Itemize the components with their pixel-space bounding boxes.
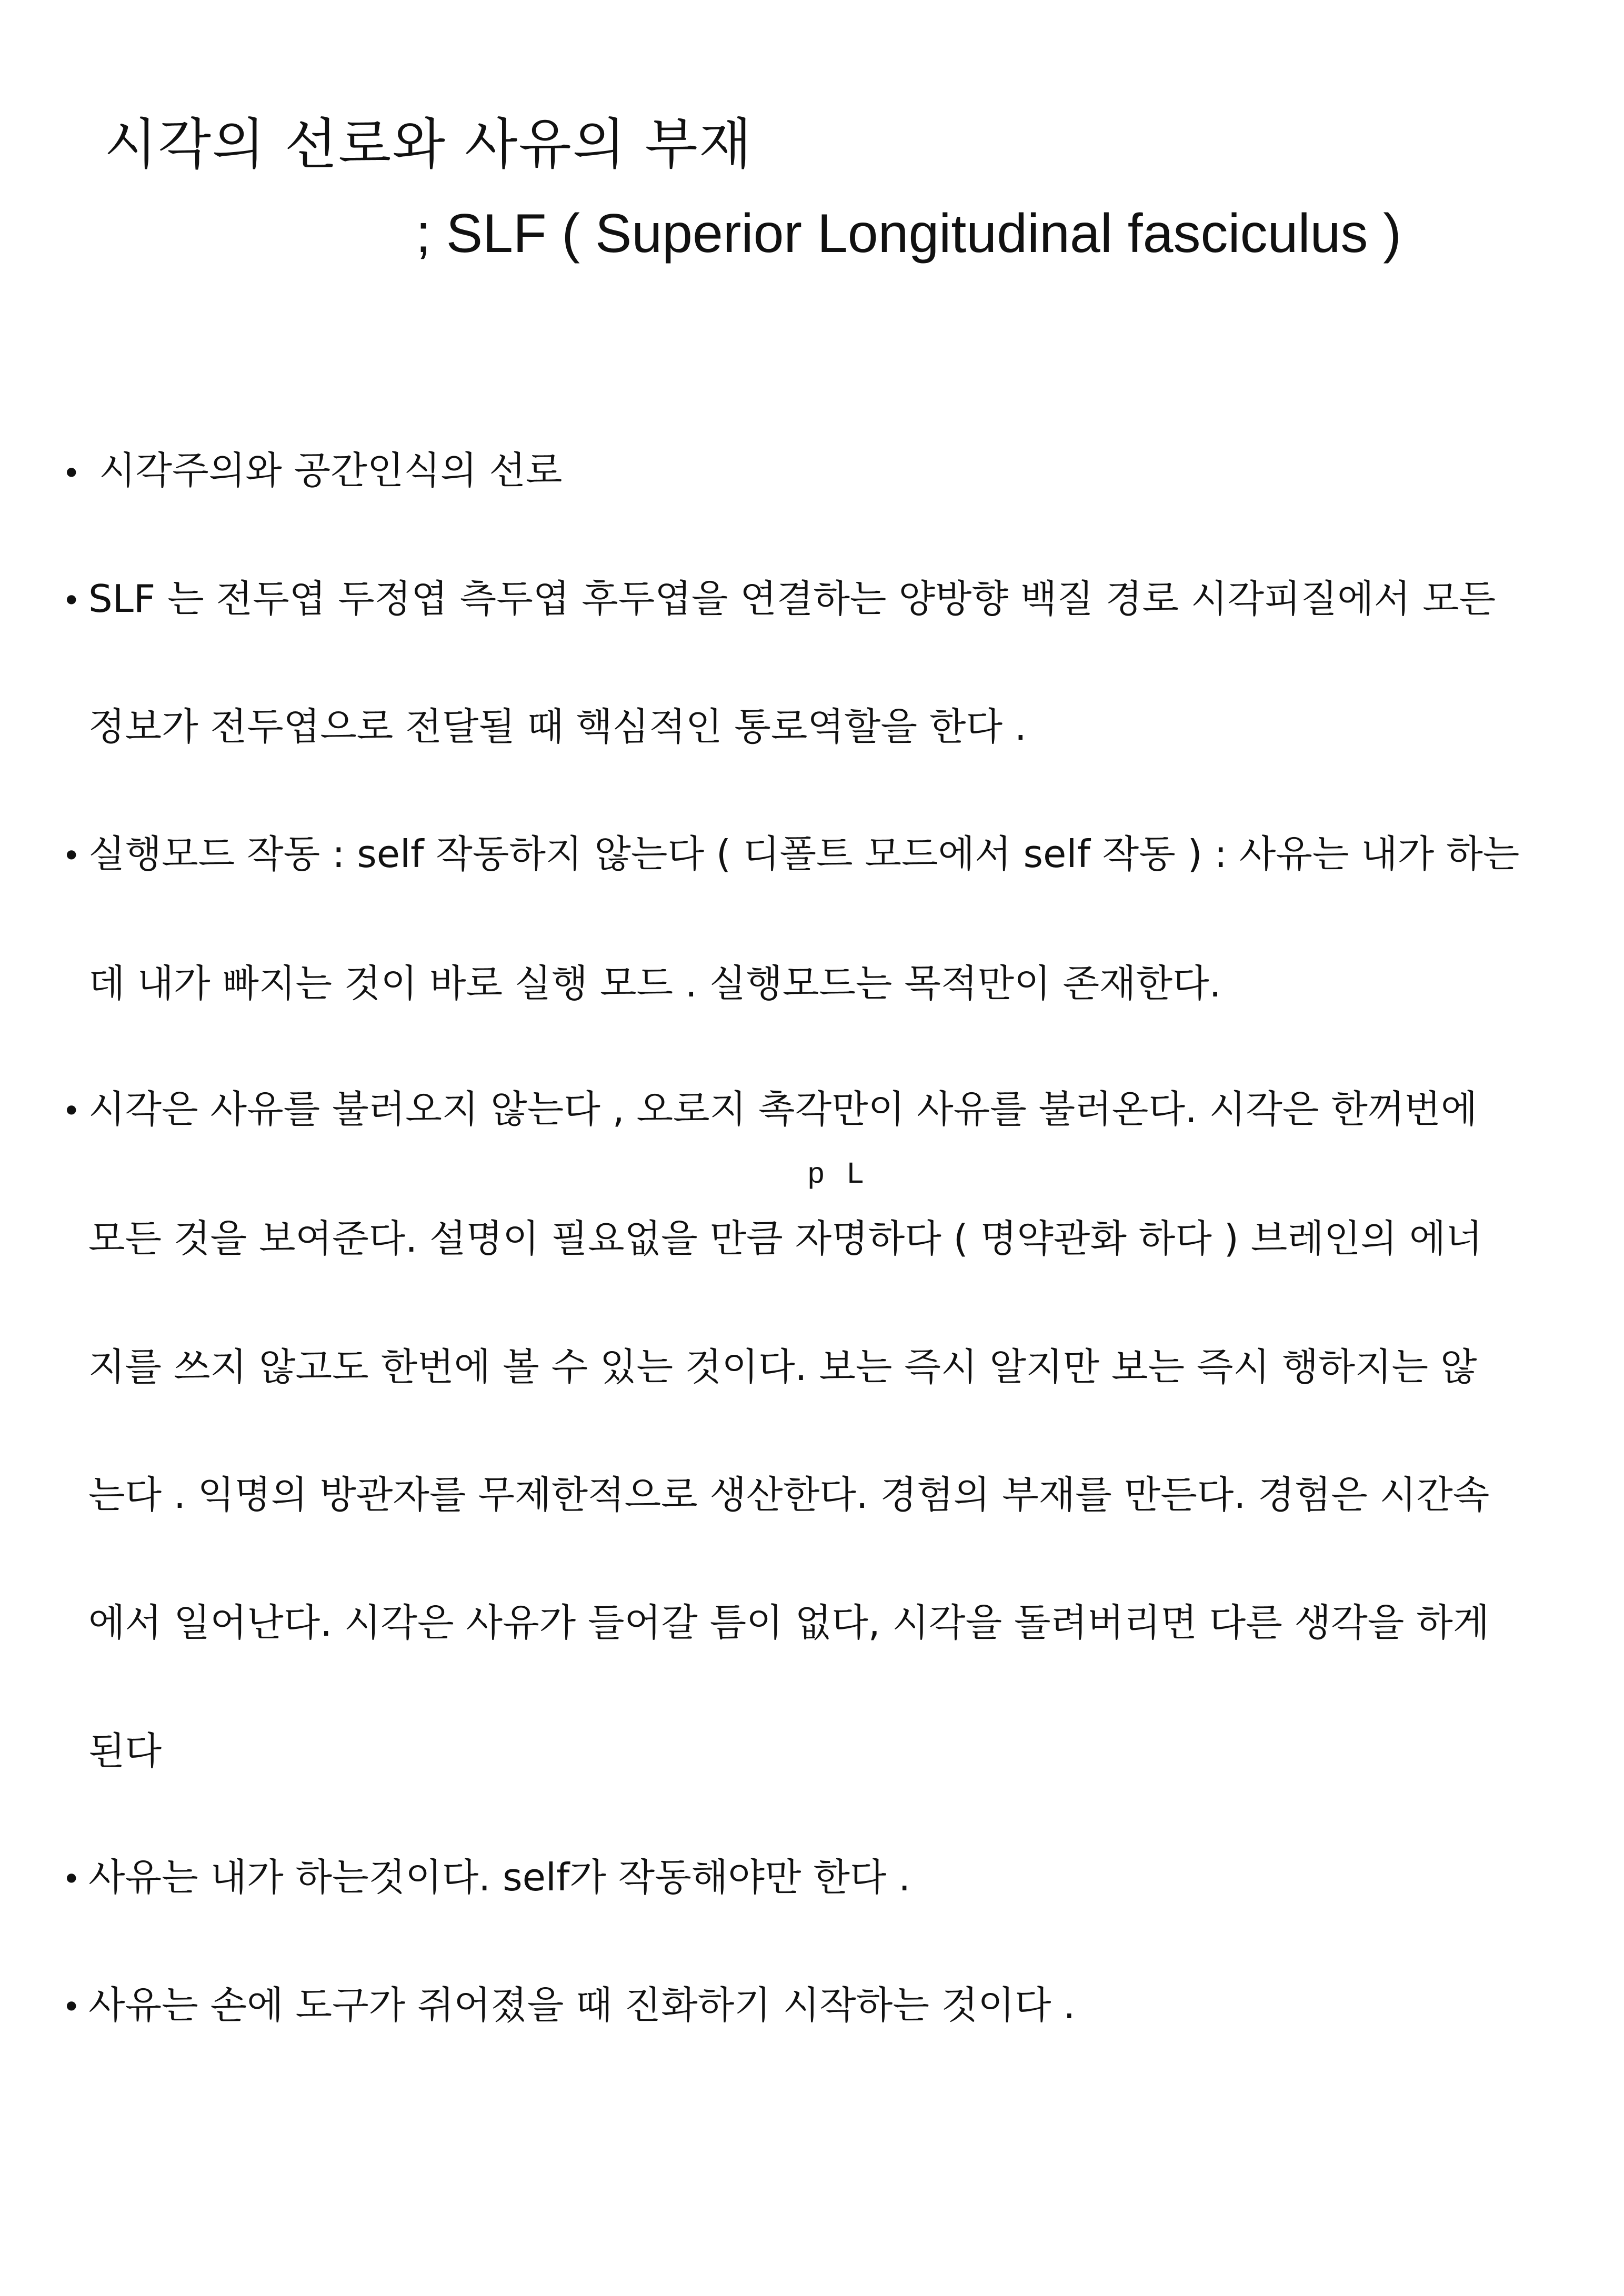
handwritten-note: p L [808,1156,871,1189]
page-subtitle: ; SLF ( Superior Longitudinal fasciculus ) [416,203,1401,264]
bullet-marker: • [62,582,81,619]
item-4-line-1: 시각은 사유를 불러오지 않는다 , 오로지 촉각만이 사유를 불러온다. 시각은 한꺼번에 [88,1087,1478,1131]
item-6-line-1: 사유는 손에 도구가 쥐어졌을 때 진화하기 시작하는 것이다 . [88,1983,1076,2027]
item-2-line-1: SLF 는 전두엽 두정엽 측두엽 후두엽을 연결하는 양방향 백질 경로 시각피질에서 모든 [88,577,1496,621]
page-title: 시각의 선로와 사유의 부재 [104,112,753,176]
item-4-line-6: 된다 [88,1729,162,1773]
bullet-marker: • [62,1989,81,2026]
item-3-line-2: 데 내가 빠지는 것이 바로 실행 모드 . 실행모드는 목적만이 존재한다. [88,961,1221,1005]
item-4-line-3: 지를 쓰지 않고도 한번에 볼 수 있는 것이다. 보는 즉시 알지만 보는 즉시 행하지는 않 [88,1345,1477,1389]
item-2-line-2: 정보가 전두엽으로 전달될 때 핵심적인 통로역할을 한다 . [88,704,1027,749]
bullet-marker: • [62,455,81,492]
item-1-line-1: 시각주의와 공간인식의 선로 [99,448,563,492]
item-4-line-2: 모든 것을 보여준다. 설명이 필요없을 만큼 자명하다 ( 명약관화 하다 ) 브레인의 에너 [88,1216,1482,1261]
item-3-line-1: 실행모드 작동 : self 작동하지 않는다 ( 디폴트 모드에서 self 작동 ) : 사유는 내가 하는 [88,832,1520,876]
bullet-marker: • [62,838,81,874]
item-4-line-5: 에서 일어난다. 시각은 사유가 들어갈 틈이 없다, 시각을 돌려버리면 다른 생각을 하게 [88,1600,1490,1645]
item-4-line-4: 는다 . 익명의 방관자를 무제한적으로 생산한다. 경험의 부재를 만든다. 경험은 시간속 [88,1473,1490,1517]
bullet-marker: • [62,1093,81,1130]
bullet-marker: • [62,1861,81,1898]
item-5-line-1: 사유는 내가 하는것이다. self가 작동해야만 한다 . [88,1855,911,1899]
